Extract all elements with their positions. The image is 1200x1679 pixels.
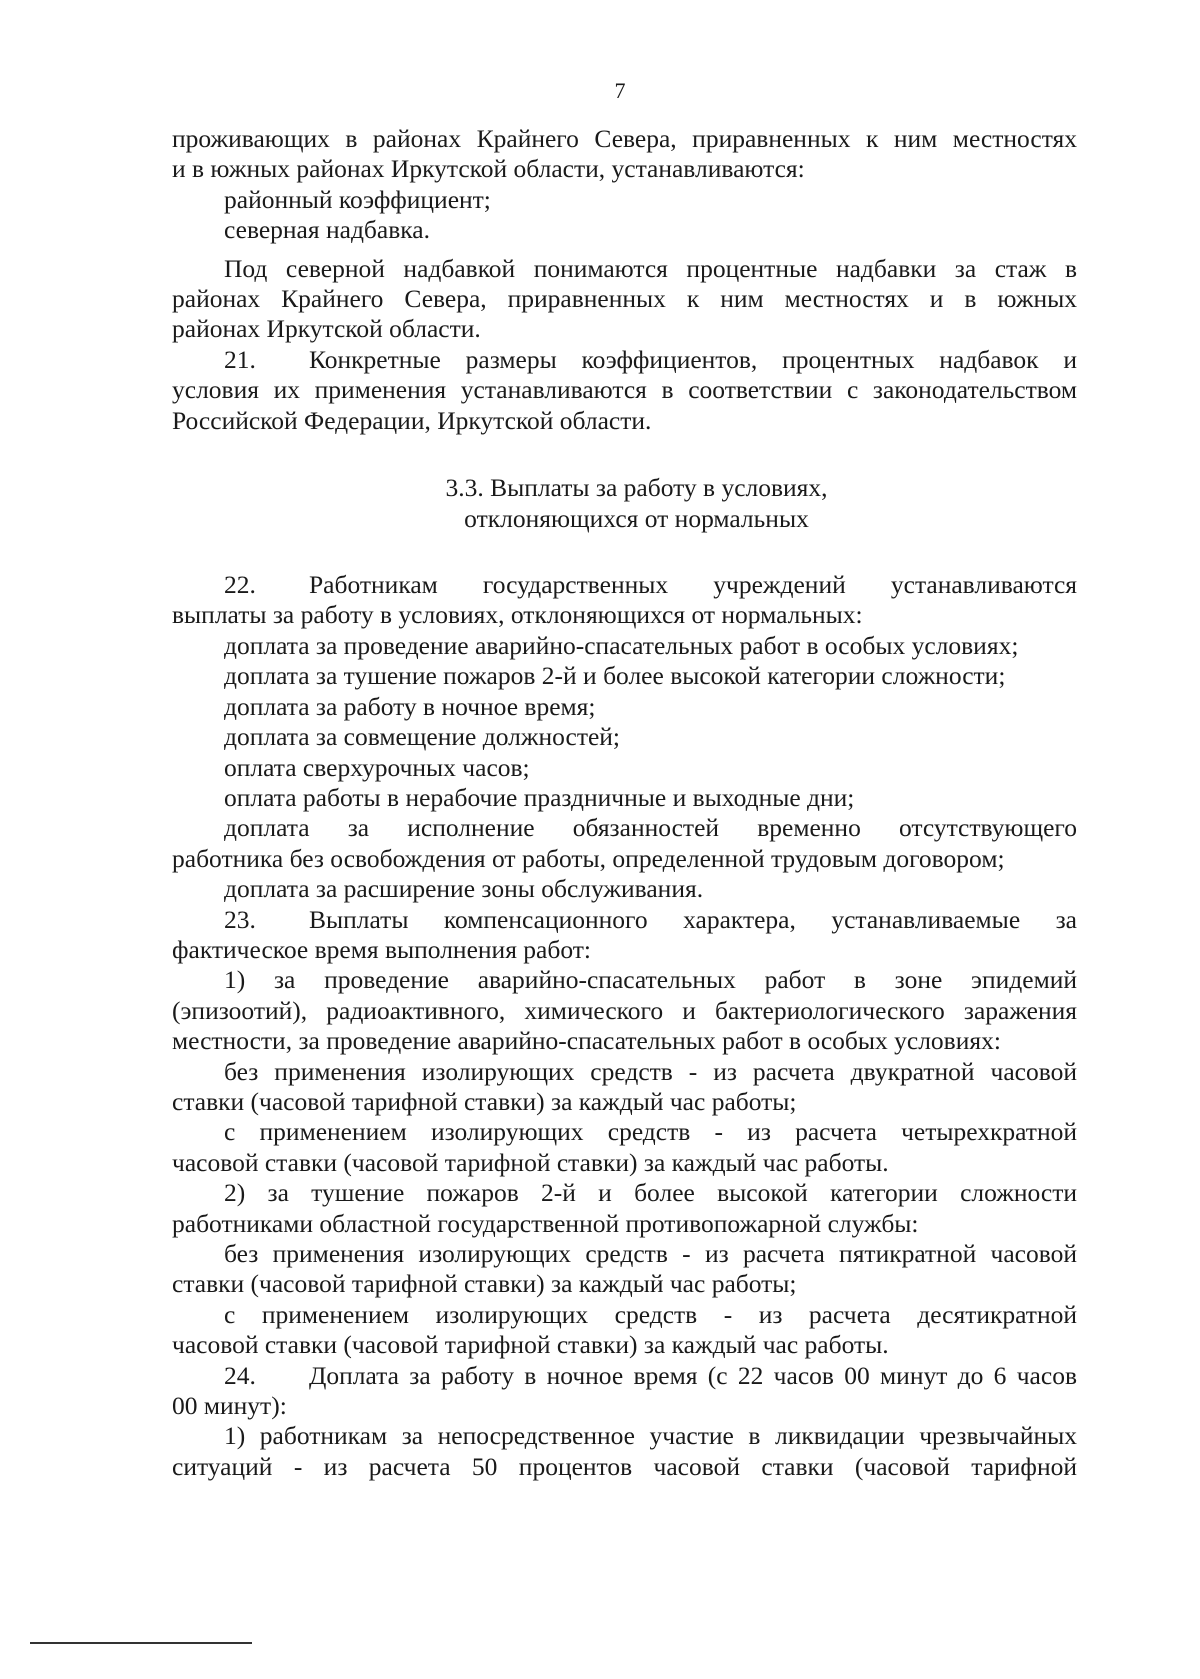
clause-number: 23. [224, 904, 256, 934]
clause-number: 21. [224, 344, 256, 374]
text-line: районах Иркутской области. [172, 314, 481, 344]
page-number: 7 [614, 78, 626, 103]
subclause: без применения изолирующих средств - из расчета двукратной часовой [224, 1056, 1077, 1086]
document-body [172, 124, 1077, 1482]
text-line: Доплата за работу в ночное время (с 22 часов 00 минут до 6 часов [309, 1360, 1077, 1390]
list-item: районный коэффициент; [224, 184, 491, 214]
list-item: доплата за исполнение обязанностей временно отсутствующего [224, 813, 1077, 843]
footer-rule [30, 1642, 252, 1644]
text-line: (эпизоотий), радиоактивного, химического и бактериологического заражения [172, 995, 1077, 1025]
text-line: и в южных районах Иркутской области, устанавливаются: [172, 154, 805, 184]
text-line: работниками областной государственной противопожарной службы: [172, 1208, 919, 1238]
list-item: северная надбавка. [224, 215, 430, 245]
text-line: проживающих в районах Крайнего Севера, приравненных к ним местностях [172, 124, 1077, 153]
clause-22 [172, 570, 1077, 600]
clause-23 [172, 905, 1077, 935]
text-line: местности, за проведение аварийно-спасательных работ в особых условиях: [172, 1026, 1001, 1056]
text-line: ставки (часовой тарифной ставки) за каждый час работы; [172, 1086, 797, 1116]
clause-24 [172, 1361, 1077, 1391]
heading-line: отклоняющихся от нормальных [464, 504, 809, 534]
text-line: условия их применения устанавливаются в соответствии с законодательством [172, 375, 1077, 405]
text-line: ставки (часовой тарифной ставки) за каждый час работы; [172, 1269, 797, 1299]
subclause: 1) за проведение аварийно-спасательных работ в зоне эпидемий [224, 965, 1077, 995]
text-line: Выплаты компенсационного характера, устанавливаемые за [309, 904, 1077, 934]
subclause: с применением изолирующих средств - из расчета десятикратной [224, 1299, 1077, 1329]
list-item: доплата за тушение пожаров 2-й и более высокой категории сложности; [224, 661, 1006, 691]
list-item: доплата за совмещение должностей; [224, 722, 621, 752]
text-line: районах Крайнего Севера, приравненных к ним местностях и в южных [172, 284, 1077, 314]
section-heading [196, 472, 1077, 534]
text-line: часовой ставки (часовой тарифной ставки) за каждый час работы. [172, 1330, 889, 1360]
text-line: работника без освобождения от работы, определенной трудовым договором; [172, 843, 1005, 873]
list-item: доплата за проведение аварийно-спасательных работ в особых условиях; [224, 630, 1019, 660]
list-item: оплата работы в нерабочие праздничные и выходные дни; [224, 782, 855, 812]
list-item: оплата сверхурочных часов; [224, 752, 530, 782]
clause-number: 24. [224, 1360, 256, 1390]
text-line: Российской Федерации, Иркутской области. [172, 405, 652, 435]
text-line: Конкретные размеры коэффициентов, процентных надбавок и [309, 344, 1077, 374]
clause-number: 22. [224, 570, 256, 600]
text-line: 00 минут): [172, 1391, 287, 1421]
text-line: выплаты за работу в условиях, отклоняющихся от нормальных: [172, 600, 863, 630]
text-line: фактическое время выполнения работ: [172, 934, 591, 964]
list-item: доплата за расширение зоны обслуживания. [224, 874, 704, 904]
heading-line: 3.3. Выплаты за работу в условиях, [445, 473, 828, 503]
subclause: 2) за тушение пожаров 2-й и более высокой категории сложности [224, 1178, 1077, 1208]
subclause: с применением изолирующих средств - из расчета четырехкратной [224, 1117, 1077, 1147]
text-line: Под северной надбавкой понимаются процентные надбавки за стаж в [224, 253, 1077, 283]
text-line: ситуаций - из расчета 50 процентов часовой ставки (часовой тарифной [172, 1451, 1077, 1481]
text-line: Работникам государственных учреждений устанавливаются [309, 570, 1077, 600]
text-line: часовой ставки (часовой тарифной ставки) за каждый час работы. [172, 1147, 889, 1177]
list-item: доплата за работу в ночное время; [224, 691, 596, 721]
clause-21 [172, 345, 1077, 375]
subclause: 1) работникам за непосредственное участие в ликвидации чрезвычайных [224, 1421, 1077, 1451]
subclause: без применения изолирующих средств - из расчета пятикратной часовой [224, 1239, 1077, 1268]
